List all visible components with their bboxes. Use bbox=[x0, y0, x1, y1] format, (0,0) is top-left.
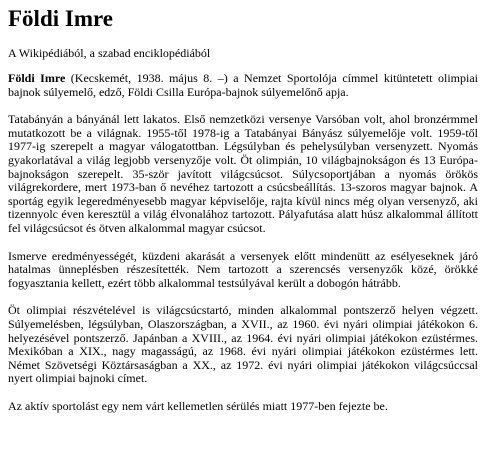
paragraph-reputation: Ismerve eredményességét, küzdeni akarását a versenyek előtt mindenütt az esélyeseknek járó hatalmas ünneplésben részesítették. Nem tartozott a szerencsés versenyzők közé, örökké fogyasztania kellett, ezért több alkalommal testsúlyával került a dobogón hátrább. bbox=[8, 248, 478, 290]
paragraph-career: Tatabányán a bányánál lett lakatos. Első nemzetközi versenye Varsóban volt, ahol bronzérmmel mutatkozott be a világnak. 1955-től 1978-ig a Tatabányai Bányász súlyemelője volt. 1959-től 1977-ig szerepelt a magyar válogatottban. Légsúlyban és pehelysúlyban versenyzett. Nyomás gyakorlatával a világ legjobb versenyzője volt. Öt olimpián, 10 világbajnokságon és 13 Európa-bajnokságon szerepelt. 35-ször javított világcsúcsot. Súlycsoportjában a nyomás örökös világrekordere, mert 1973-ban ő nevéhez tartozott a csúcsbeállítás. 13-szoros magyar bajnok. A sportág egyik legeredményesebb magyar képviselője, rajta kívül nincs még olyan versenyző, aki tizennyolc éven keresztül a világ élvonalához tartozott. Pályafutása alatt húsz alkalommal állított fel világcsúcsot és ötven alkalommal magyar csúcsot. bbox=[8, 112, 478, 235]
intro-name: Földi Imre bbox=[8, 71, 66, 85]
article-title: Földi Imre bbox=[8, 6, 113, 31]
paragraph-olympics: Öt olimpiai részvételével is világcsúcstartó, minden alkalommal pontszerző helyen végzett. Súlyemelésben, légsúlyban, Olaszországban, a XVII., az 1960. évi nyári olimpiai játékokon 6. helyezésével pontszerző. Japánban a XVIII., az 1964. évi nyári olimpiai játékokon ezüstérmes. Mexikóban a XIX., nagy magasságú, az 1968. évi nyári olimpiai játékokon ezüstérmes lett. Német Szövetségi Köztársaságban a XX., az 1972. évi nyári olimpiai játékokon világcsúccsal nyert olimpiai bajnoki címet. bbox=[8, 303, 478, 386]
article-subtitle: A Wikipédiából, a szabad enciklopédiából bbox=[8, 46, 211, 60]
intro-text: (Kecskemét, 1938. május 8. –) a Nemzet Sportolója címmel kitüntetett olimpiai bajnok súlyemelő, edző, Földi Csilla Európa-bajnok súlyemelőnő apja. bbox=[8, 71, 478, 99]
intro-paragraph bbox=[8, 72, 478, 99]
paragraph-retirement: Az aktív sportolást egy nem várt kellemetlen sérülés miatt 1977-ben fejezte be. bbox=[8, 398, 388, 413]
